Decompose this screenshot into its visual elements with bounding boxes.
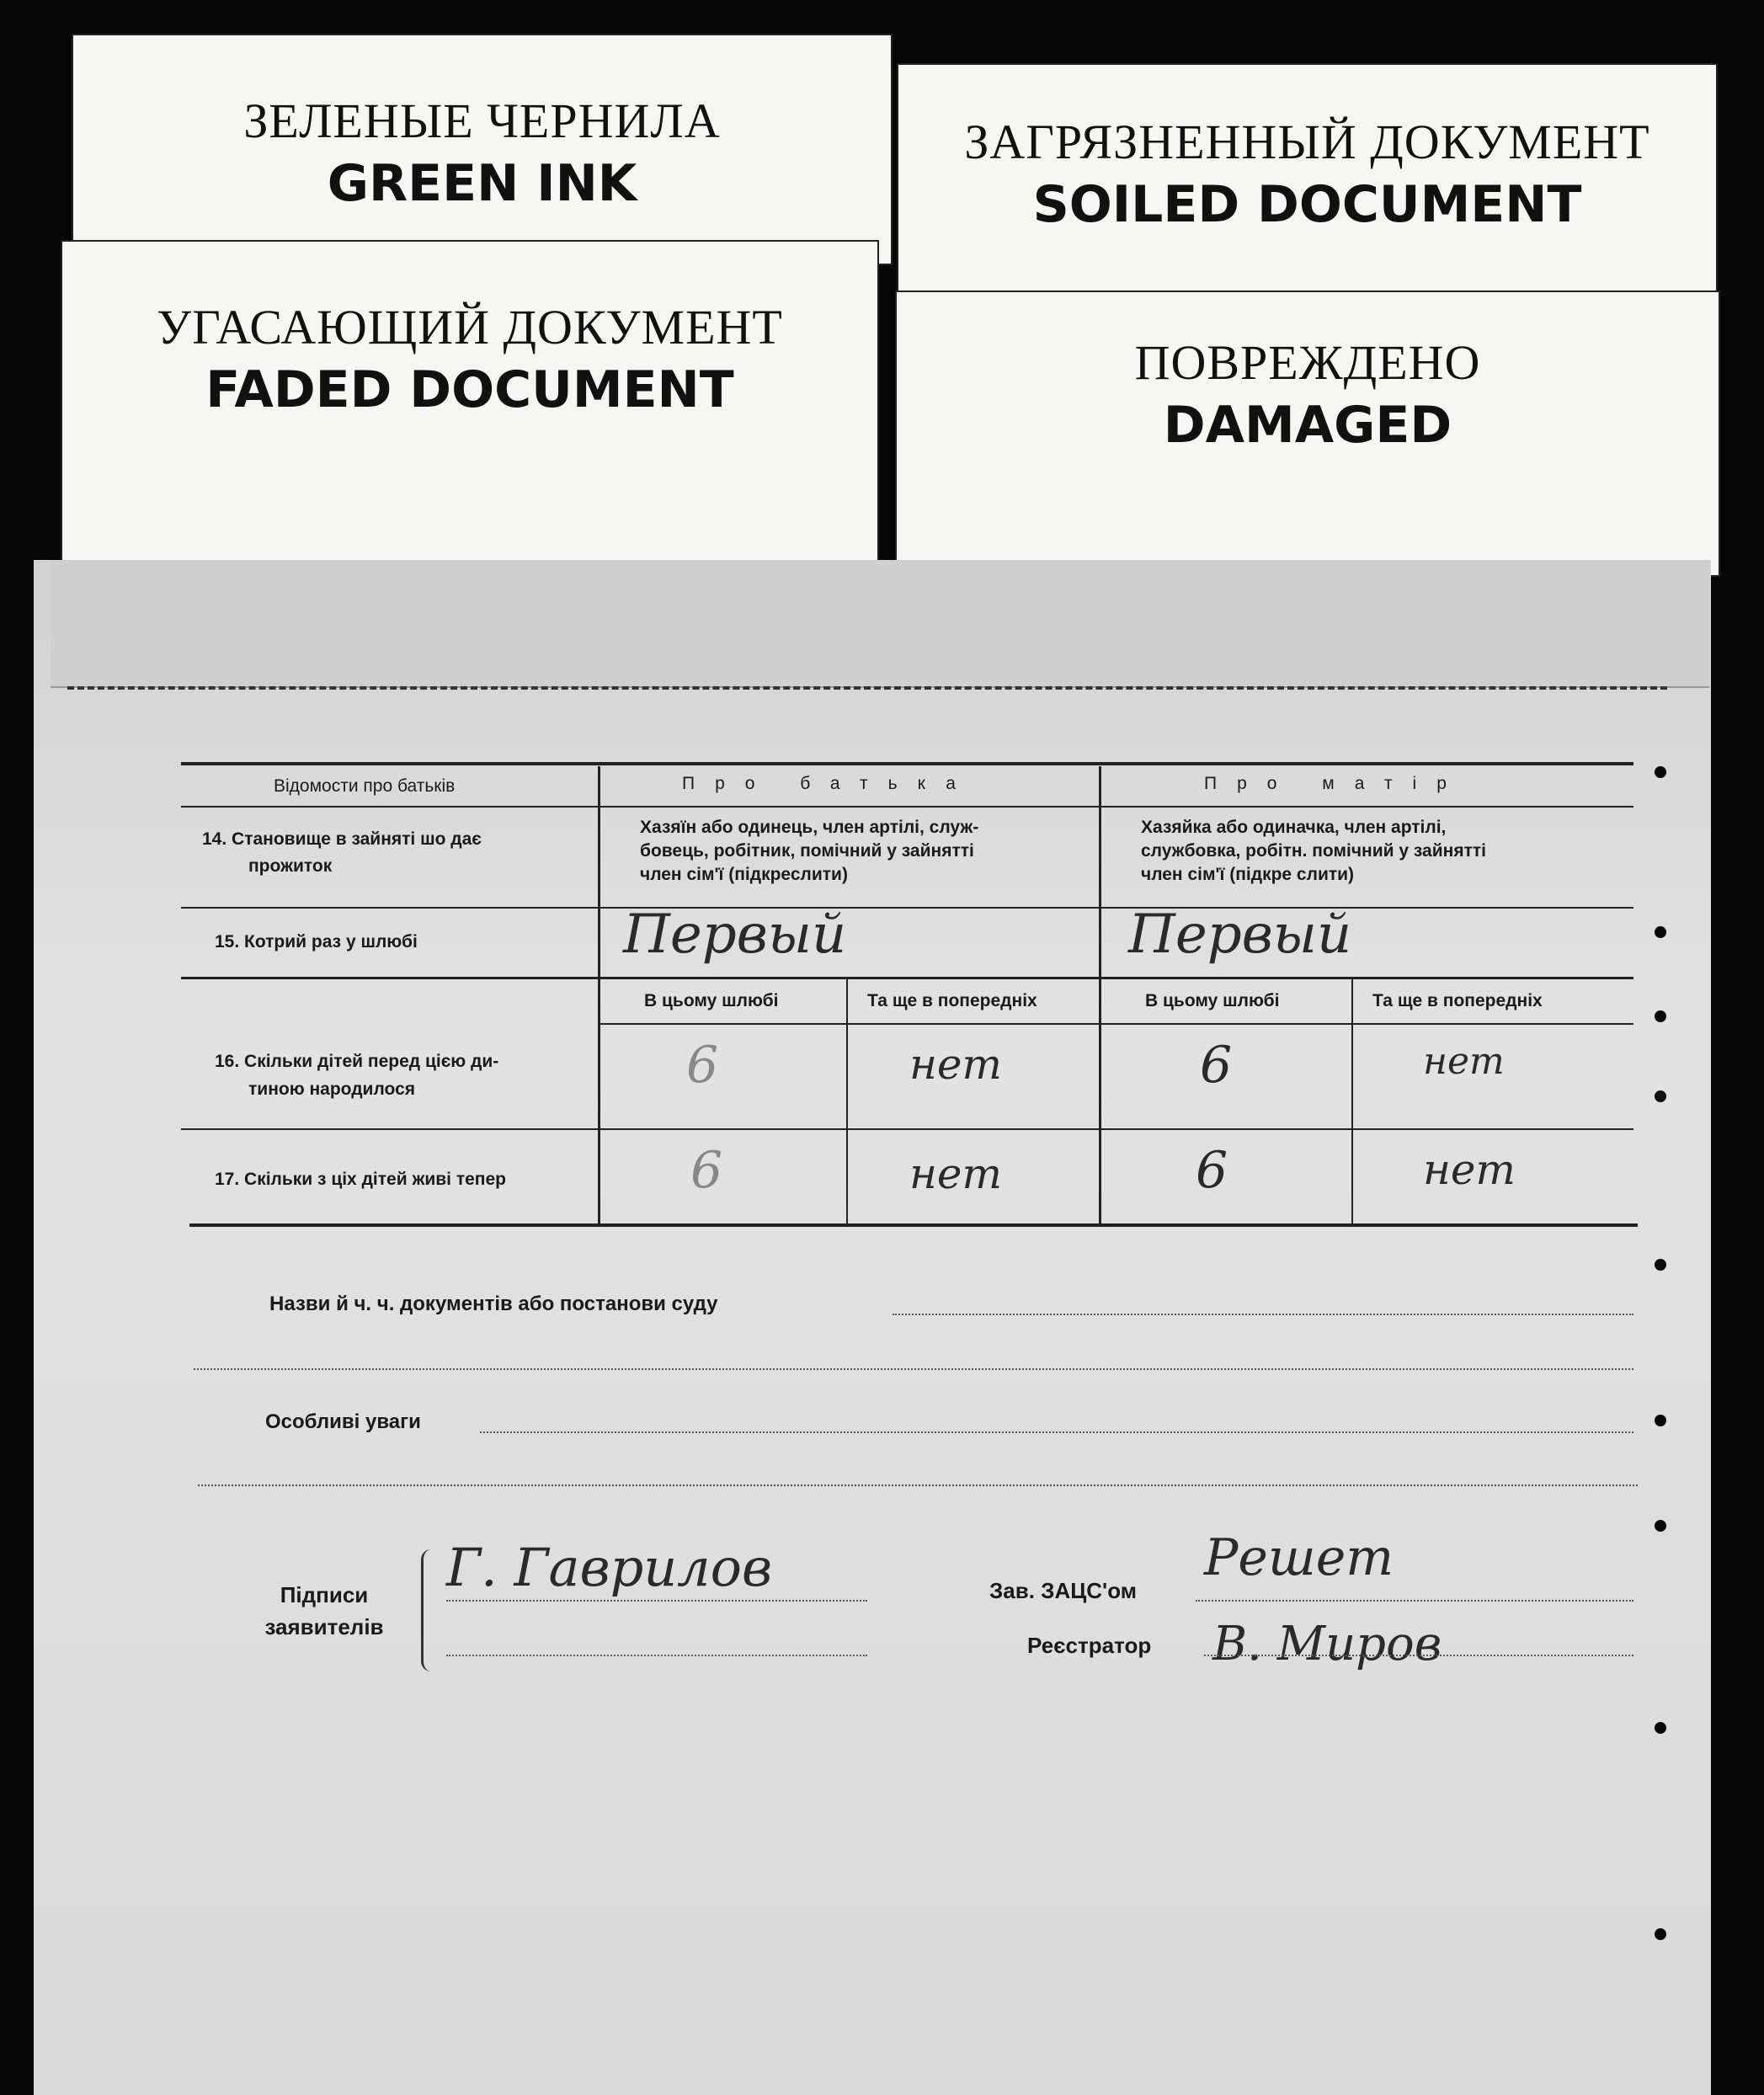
documents-line bbox=[893, 1314, 1633, 1315]
subheader-previous: Та ще в попередніх bbox=[867, 991, 1037, 1010]
notes-label: Особливі уваги bbox=[265, 1410, 421, 1433]
perforation-line bbox=[67, 686, 1667, 690]
table-col-rule bbox=[846, 978, 848, 1225]
damaged-card bbox=[895, 291, 1720, 577]
faded-document-card bbox=[61, 240, 879, 577]
binding-hole bbox=[1655, 1928, 1666, 1940]
subheader-this-marriage: В цьому шлюбі bbox=[1145, 991, 1280, 1010]
binding-hole bbox=[1655, 1520, 1666, 1532]
row15-father-value: Первый bbox=[623, 904, 847, 966]
card-title-ru: УГАСАЮЩИЙ ДОКУМЕНТ bbox=[157, 300, 783, 354]
row17-value-2: нет bbox=[909, 1149, 1002, 1198]
green-ink-card bbox=[72, 34, 893, 265]
row14-father-line1: Хазяїн або одинець, член артілі, служ- bbox=[640, 818, 979, 837]
applicants-signature-label bbox=[253, 1579, 396, 1643]
signature-line bbox=[446, 1600, 867, 1602]
signature-label-line2: заявителів bbox=[264, 1614, 384, 1639]
registry-form-sheet bbox=[34, 560, 1711, 2095]
documents-line-2 bbox=[194, 1368, 1633, 1370]
notes-line bbox=[480, 1431, 1633, 1433]
row14-father-line3: член сім'ї (підкреслити) bbox=[640, 865, 848, 884]
documents-label: Назви й ч. ч. документів або постанови суду bbox=[269, 1293, 718, 1315]
head-signature: Решет bbox=[1204, 1528, 1394, 1587]
card-title-en: DAMAGED bbox=[1163, 396, 1452, 455]
subheader-previous: Та ще в попередніх bbox=[1372, 991, 1543, 1010]
table-rule bbox=[598, 1023, 1633, 1025]
table-rule bbox=[181, 806, 1633, 808]
card-title-ru: ЗЕЛЕНЫЕ ЧЕРНИЛА bbox=[243, 93, 721, 148]
card-title-en: SOILED DOCUMENT bbox=[1032, 175, 1582, 234]
row15-mother-value: Первый bbox=[1128, 904, 1352, 966]
binding-hole bbox=[1655, 1010, 1666, 1022]
row14-mother-line3: член сім'ї (підкре слити) bbox=[1141, 865, 1355, 884]
row15-label: 15. Котрий раз у шлюбі bbox=[215, 932, 418, 952]
row16-value-4: нет bbox=[1423, 1040, 1505, 1083]
signature-line bbox=[446, 1655, 867, 1656]
soiled-document-card bbox=[897, 63, 1718, 316]
binding-hole bbox=[1655, 926, 1666, 938]
binding-hole bbox=[1655, 1415, 1666, 1426]
applicant-signature: Г. Гаврилов bbox=[446, 1537, 773, 1598]
row14-mother-line2: службовка, робітн. помічний у зайнятті bbox=[1141, 841, 1486, 861]
registrar-signature-line bbox=[1204, 1655, 1633, 1656]
table-col-rule bbox=[1099, 766, 1101, 1225]
row14-label: 14. Становище в зайняті шо дає bbox=[202, 829, 482, 849]
row17-label: 17. Скільки з ціх дітей живі тепер bbox=[215, 1170, 506, 1189]
signature-bracket bbox=[421, 1549, 440, 1671]
binding-hole bbox=[1655, 1722, 1666, 1734]
header-mother: Про матір bbox=[1204, 774, 1467, 793]
table-col-rule bbox=[1351, 978, 1353, 1225]
row14-father-line2: бовець, робітник, помічний у зайнятті bbox=[640, 841, 974, 861]
table-top-rule bbox=[181, 762, 1633, 765]
row16-value-2: нет bbox=[909, 1040, 1002, 1089]
subheader-this-marriage: В цьому шлюбі bbox=[644, 991, 779, 1010]
binding-hole bbox=[1655, 1259, 1666, 1271]
row17-value-4: нет bbox=[1423, 1145, 1516, 1194]
table-rule bbox=[181, 907, 1633, 909]
row17-value-3: 6 bbox=[1196, 1141, 1228, 1200]
card-title-en: GREEN INK bbox=[327, 154, 637, 213]
card-title-en: FADED DOCUMENT bbox=[205, 360, 734, 419]
head-of-registry-label: Зав. ЗАЦС'ом bbox=[989, 1578, 1137, 1603]
registrar-label: Реєстратор bbox=[1027, 1633, 1152, 1658]
row16-label: 16. Скільки дітей перед цією ди- bbox=[215, 1052, 499, 1071]
header-father: Про батька bbox=[682, 774, 976, 793]
header-parents-info: Відомости про батьків bbox=[274, 776, 456, 796]
card-title-ru: ПОВРЕЖДЕНО bbox=[1134, 335, 1481, 390]
row16-value-1: 6 bbox=[686, 1036, 719, 1095]
row16-label-cont: тиною народилося bbox=[248, 1079, 416, 1099]
signature-label-line1: Підписи bbox=[280, 1582, 369, 1607]
registrar-signature: В. Миров bbox=[1212, 1617, 1442, 1671]
row16-value-3: 6 bbox=[1200, 1036, 1233, 1095]
binding-hole bbox=[1655, 1090, 1666, 1102]
table-col-rule bbox=[598, 766, 600, 1225]
card-title-ru: ЗАГРЯЗНЕННЫЙ ДОКУМЕНТ bbox=[964, 115, 1650, 169]
row17-value-1: 6 bbox=[690, 1141, 723, 1200]
table-rule bbox=[181, 1128, 1633, 1130]
table-bottom-rule bbox=[189, 1223, 1638, 1227]
head-signature-line bbox=[1196, 1600, 1633, 1602]
row14-label-cont: прожиток bbox=[248, 856, 333, 876]
folded-top-edge bbox=[51, 560, 1709, 688]
notes-line-2 bbox=[198, 1485, 1638, 1486]
binding-hole bbox=[1655, 766, 1666, 778]
row14-mother-line1: Хазяйка або одиначка, член артілі, bbox=[1141, 818, 1447, 837]
table-rule bbox=[181, 977, 1633, 979]
